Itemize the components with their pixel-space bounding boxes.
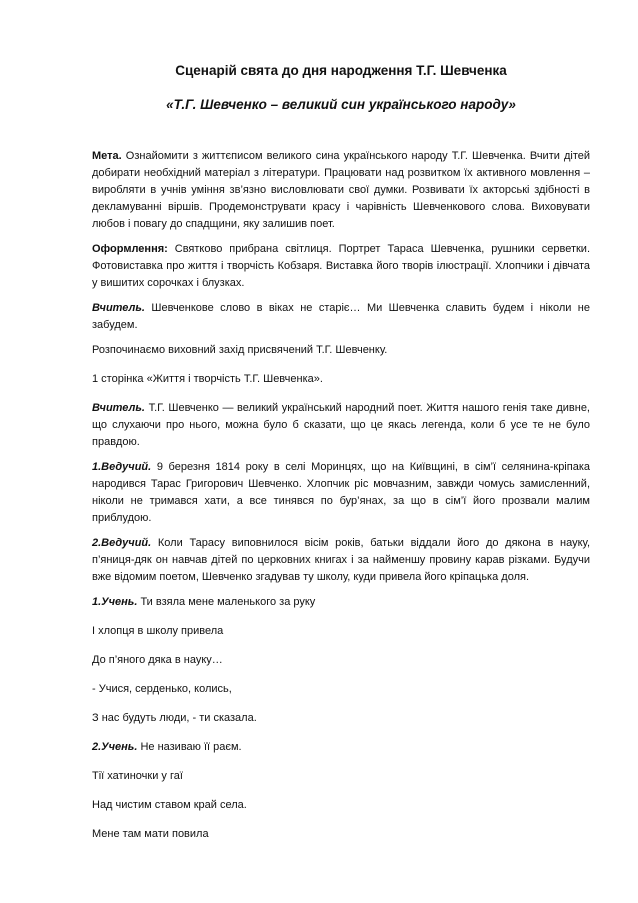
- paragraph-text: Шевченкове слово в віках не старіє… Ми Шевченка славить будем і ніколи не забудем.: [92, 302, 590, 331]
- poem-line: [92, 710, 590, 727]
- paragraph-text: Святково прибрана світлиця. Портрет Тараса Шевченка, рушники серветки. Фотовиставка про життя і творчість Кобзаря. Виставка його творів ілюстрації. Хлопчики і дівчата у вишитих сорочках і блузках.: [92, 243, 590, 289]
- poem-line: [92, 739, 590, 756]
- paragraph-label: Вчитель.: [92, 302, 145, 314]
- poem-line-text: До п’яного дяка в науку…: [92, 654, 223, 666]
- poem-line-text: Над чистим ставом край села.: [92, 799, 247, 811]
- poem-line-text: Ти взяла мене маленького за руку: [137, 596, 316, 608]
- poem-line-text: Не називаю її раєм.: [137, 741, 242, 753]
- poem-line: [92, 797, 590, 814]
- poem-line-text: І хлопця в школу привела: [92, 625, 224, 637]
- paragraph-label: 1.Ведучий.: [92, 461, 152, 473]
- poem-line: [92, 768, 590, 785]
- paragraph-teacher-intro: [92, 300, 590, 334]
- document-title: Сценарій свята до дня народження Т.Г. Шевченка: [175, 63, 507, 78]
- paragraph-label: Мета.: [92, 150, 122, 162]
- poem-line-text: Мене там мати повила: [92, 828, 209, 840]
- document-page: [92, 62, 590, 855]
- paragraph-decoration: [92, 241, 590, 292]
- document-subtitle: «Т.Г. Шевченко – великий син українського народу»: [166, 97, 516, 112]
- poem-line-text: - Учися, серденько, колись,: [92, 683, 232, 695]
- paragraph-text: Коли Тарасу виповнилося вісім років, батьки віддали його до дяконa в науку, п’яниця-дяк он навчав дітей по церковних книгах і за найменшу провину карав різками. Будучи вже відомим поетом, Шевченко згадував ту школу, куди привела його кріпацька доля.: [92, 537, 590, 583]
- paragraph-label: Оформлення:: [92, 243, 168, 255]
- paragraph-page-one: [92, 371, 590, 388]
- paragraph-host-two: [92, 535, 590, 586]
- paragraph-host-one: [92, 459, 590, 527]
- poem-line: [92, 826, 590, 843]
- paragraph-goal: [92, 148, 590, 233]
- poem-speaker-label: 1.Учень.: [92, 596, 138, 608]
- poem-line: [92, 623, 590, 640]
- poem-line-text: Тії хатиночки у гаї: [92, 770, 183, 782]
- paragraph-label: Вчитель.: [92, 402, 145, 414]
- paragraph-text: 1 сторінка «Життя і творчість Т.Г. Шевченка».: [92, 373, 323, 385]
- paragraph-text: Т.Г. Шевченко — великий український народний поет. Життя нашого генія таке дивне, що слухаючи про нього, можна було б сказати, що це якась легенда, коли б усе те не було правдою.: [92, 402, 590, 448]
- paragraph-text: 9 березня 1814 року в селі Моринцях, що на Київщині, в сім’ї селянина-кріпака народився Тарас Григорович Шевченко. Хлопчик ріс мовчазним, завжди чомусь замисленний, ніколи не тримався хати, а все тинявся по бур’янах, за що в сім’ї його прозвали малим приблудою.: [92, 461, 590, 524]
- paragraph-text: Розпочинаємо виховний захід присвячений Т.Г. Шевченку.: [92, 344, 388, 356]
- document-body: [92, 148, 590, 843]
- poem-line: [92, 681, 590, 698]
- poem-line-text: З нас будуть люди, - ти сказала.: [92, 712, 257, 724]
- poem-speaker-label: 2.Учень.: [92, 741, 138, 753]
- paragraph-text: Ознайомити з життєписом великого сина українського народу Т.Г. Шевченка. Вчити дітей добирати необхідний матеріал з літератури. Працювати над розвитком їх активного мовлення – виробляти в учнів уміння зв’язно висловлювати свої думки. Розвивати їх акторські здібності в декламуванні віршів. Продемонструвати красу і чарівність Шевченкового слова. Виховувати любов і повагу до спадщини, яку залишив поет.: [92, 150, 590, 230]
- paragraph-label: 2.Ведучий.: [92, 537, 152, 549]
- poem-line: [92, 594, 590, 611]
- poem-line: [92, 652, 590, 669]
- paragraph-start: [92, 342, 590, 359]
- paragraph-teacher-story: [92, 400, 590, 451]
